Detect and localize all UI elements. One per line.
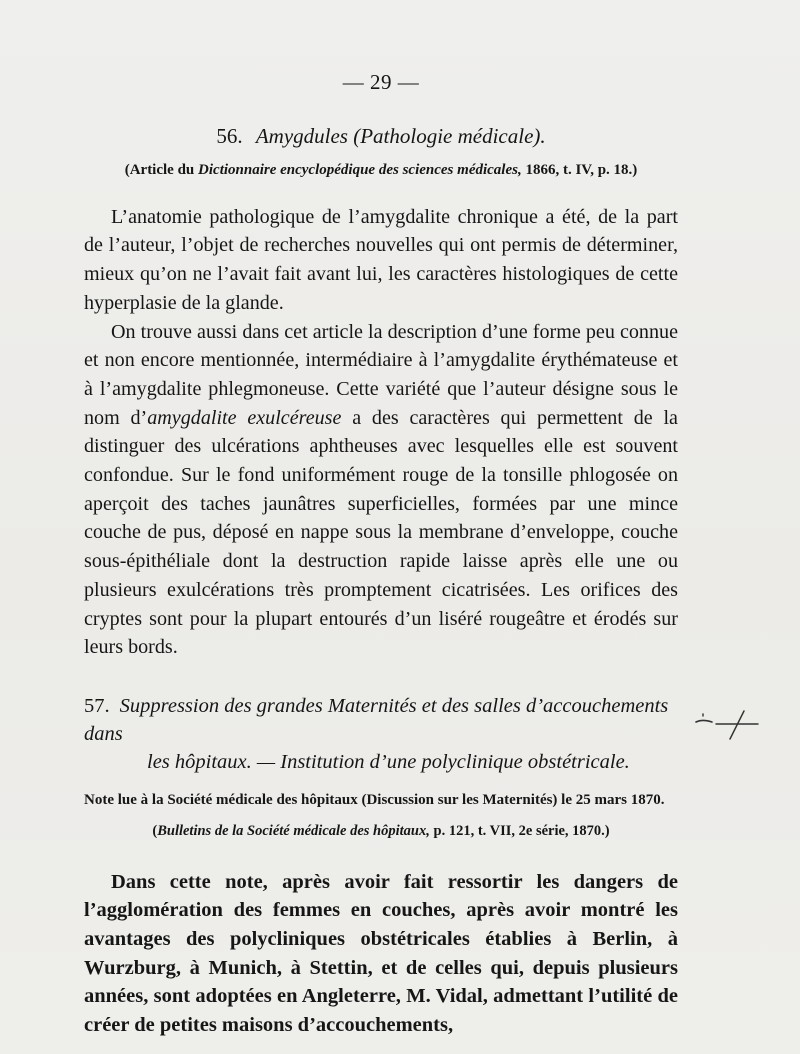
entry-57-title-line-2: les hôpitaux. — Institution d’une polyclinique obstétricale. [147, 750, 630, 773]
entry-57-title-line-1 [84, 692, 678, 748]
entry-57-bulletin-journal: Bulletins de la Société médicale des hôpitaux, [157, 823, 430, 840]
entry-57-bulletin-line [84, 822, 678, 842]
entry-56-source-prefix: (Article du [124, 162, 199, 179]
entry-56-paragraph-2-part-1: On trouve aussi dans cet article la description d’une forme peu connue et non encore mentionnée, intermédiaire à l’amygdalite érythémateuse et à l’amygdalite phlegmoneuse. Cette variété que l’auteur désigne sous le nom d’ [84, 320, 678, 429]
entry-56-source-suffix: 1866, t. IV, p. 18.) [521, 162, 638, 179]
entry-56-paragraph-2-part-2: a des caractères qui permettent de la distinguer des ulcérations aphtheuses avec lesquelles elle est souvent confondue. Sur le fond uniformément rouge de la tonsille phlogosée on aperçoit des taches jaunâtres superficielles, formées par une mince couche de pus, déposé en nappe sous la membrane d’enveloppe, couche sous-épithéliale dont la destruction rapide laisse après elle une ou plusieurs exulcérations très promptement cicatrisées. Les orifices des cryptes sont pour la plupart entourés d’un liséré rougeâtre et érodés sur leurs bords. [84, 406, 678, 659]
pencil-mark-icon [688, 704, 778, 744]
entry-56-paragraph-2-italic: amygdalite exulcéreuse [147, 406, 342, 429]
entry-57-note-line: Note lue à la Société médicale des hôpitaux (Discussion sur les Maternités) le 25 mars 1870. [84, 791, 665, 808]
entry-56-paragraph-1: L’anatomie pathologique de l’amygdalite chronique a été, de la part de l’auteur, l’objet de recherches nouvelles qui ont permis de déterminer, mieux qu’on ne l’avait fait avant lui, les caractères histologiques de cette hyperplasie de la glande. [84, 205, 678, 314]
handwritten-correction-mark [688, 704, 778, 744]
entry-57-title-line-1-text: Suppression des grandes Maternités et des salles d’accouchements dans [84, 694, 669, 745]
entry-57-bulletin-rest: p. 121, t. VII, 2e série, 1870.) [429, 823, 610, 840]
page-number: — 29 — [342, 70, 420, 94]
page-content [84, 70, 678, 1039]
entry-57-bulletin-prefix: ( [152, 823, 158, 840]
entry-57-paragraph: Dans cette note, après avoir fait ressortir les dangers de l’agglomération des femmes en couches, après avoir montré les avantages des polycliniques obstétricales établies à Berlin, à Wurzburg, à Munich, à Stettin, et de celles qui, depuis plusieurs années, sont adoptées en Angleterre, M. Vidal, admettant l’utilité de créer de petites maisons d’accouchements, [84, 870, 678, 1036]
entry-56-number: 56. [216, 124, 243, 148]
entry-56-heading [84, 124, 678, 149]
entry-57-number: 57. [84, 694, 110, 717]
entry-56-source-journal: Dictionnaire encyclopédique des sciences médicales, [198, 162, 522, 179]
entry-56-source [84, 161, 678, 181]
entry-56-paragraph-2 [84, 318, 678, 662]
entry-56-title: Amygdules (Pathologie médicale). [255, 124, 546, 148]
entry-57-heading [84, 692, 678, 776]
section-gap [84, 662, 678, 692]
